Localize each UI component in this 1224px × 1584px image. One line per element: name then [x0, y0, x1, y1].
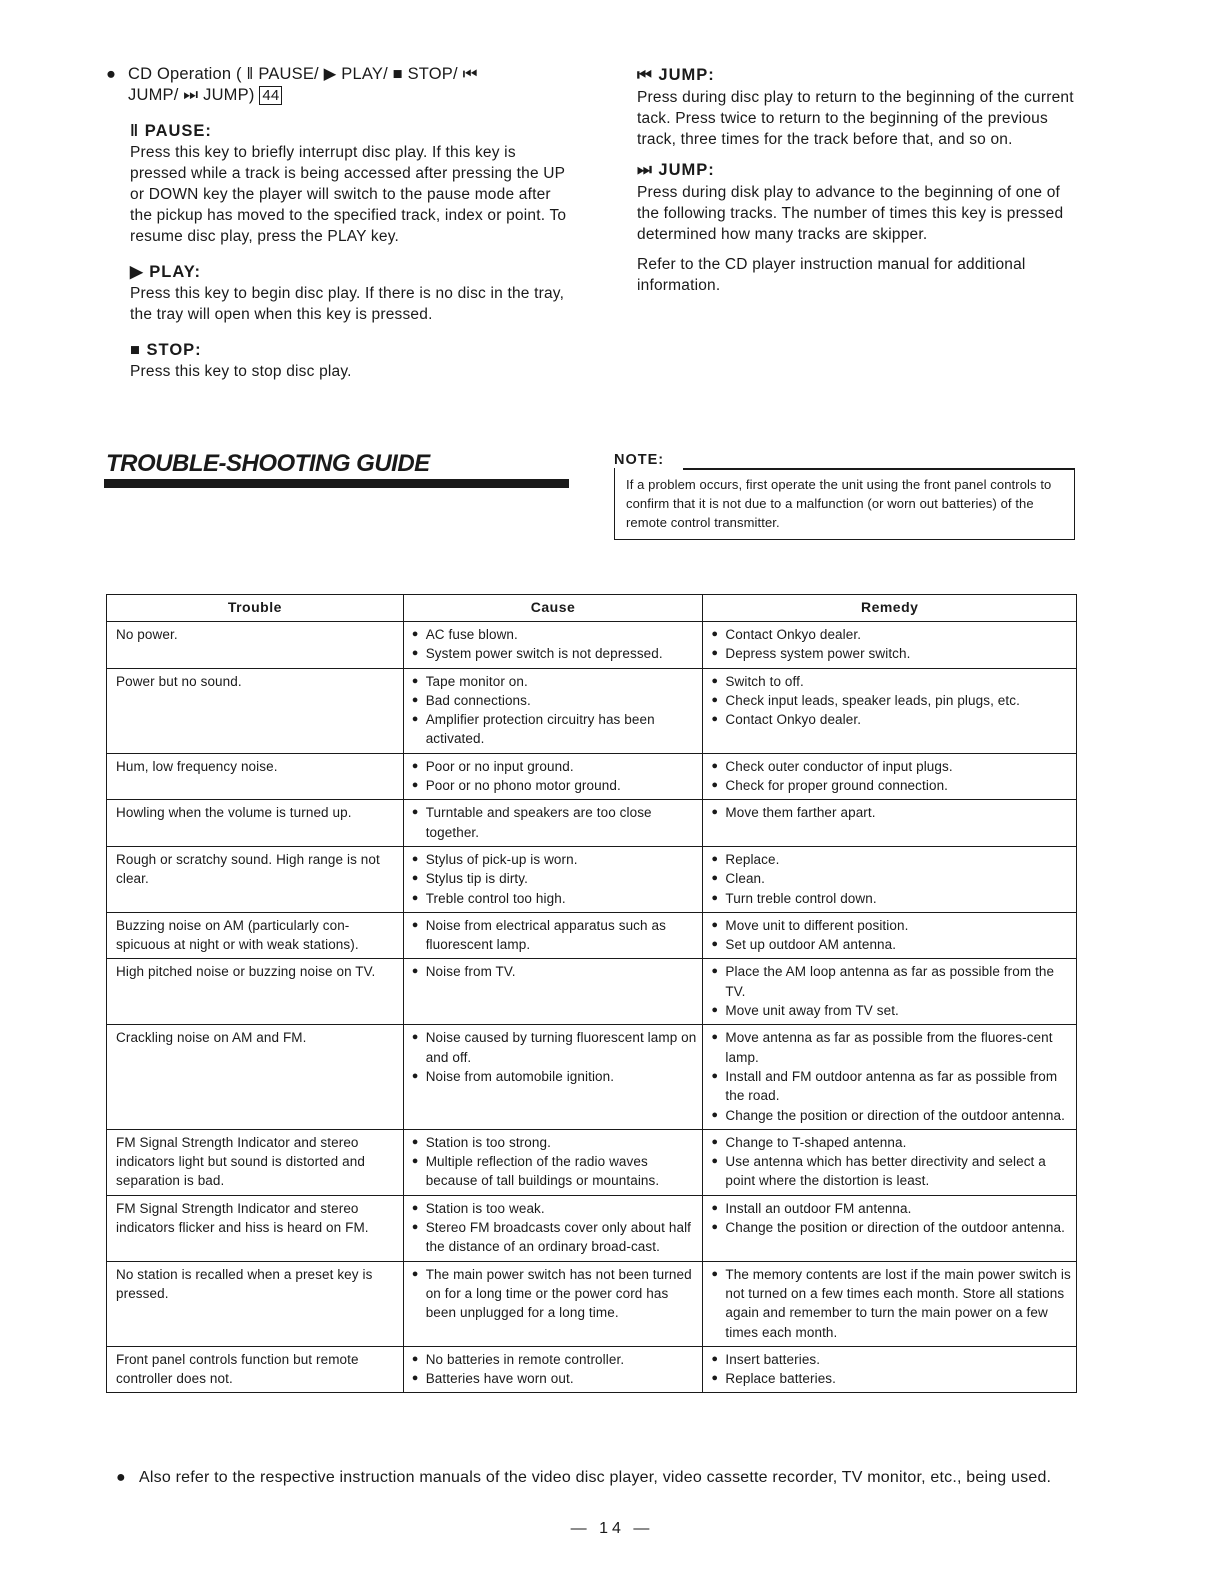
- cause-cell: [403, 668, 703, 753]
- cause-cell: [403, 1129, 703, 1195]
- cause-item: ● Noise from TV.: [412, 962, 699, 981]
- remedy-item: ● Move unit away from TV set.: [711, 1001, 1072, 1020]
- key-section: [106, 339, 576, 382]
- cd-operation-heading: [106, 64, 576, 106]
- cd-operation-line1: CD Operation ( ‖ PAUSE/ ▶ PLAY/ ■ STOP/ ⏮: [128, 65, 478, 83]
- header-cause: Cause: [403, 595, 703, 622]
- trouble-cell: High pitched noise or buzzing noise on TV.: [107, 959, 404, 1025]
- bullet-icon: ●: [116, 1469, 126, 1486]
- remedy-item: ● Install an outdoor FM antenna.: [711, 1199, 1072, 1218]
- table-row: [107, 1129, 1077, 1195]
- key-section-text: Press this key to briefly interrupt disc play. If this key is pressed while a track is being accessed after pressing the UP or DOWN key the player will switch to the pause mode after the pickup has moved to the specified track, index or point. To resume disc play, press the PLAY key.: [130, 144, 567, 245]
- cause-cell: [403, 846, 703, 912]
- cause-cell: [403, 959, 703, 1025]
- table-row: [107, 846, 1077, 912]
- table-row: [107, 753, 1077, 800]
- key-section: [106, 120, 576, 247]
- page-reference-box: 44: [259, 86, 282, 105]
- key-section-title: ■ STOP:: [130, 341, 202, 359]
- table-row: [107, 912, 1077, 959]
- key-section-text: Press this key to stop disc play.: [130, 363, 352, 380]
- cause-item: ● Station is too strong.: [412, 1133, 699, 1152]
- remedy-cell: [703, 1261, 1077, 1346]
- table-row: [107, 1346, 1077, 1393]
- jump-key-sections: [637, 64, 1082, 296]
- cause-item: ● Tape monitor on.: [412, 672, 699, 691]
- troubleshooting-table: [106, 594, 1077, 1393]
- remedy-item: ● Move unit to different position.: [711, 916, 1072, 935]
- cause-cell: [403, 800, 703, 847]
- remedy-item: ● Install and FM outdoor antenna as far as possible from the road.: [711, 1067, 1072, 1106]
- trouble-cell: Power but no sound.: [107, 668, 404, 753]
- footer-text: Also refer to the respective instruction manuals of the video disc player, video cassette recorder, TV monitor, etc., being used.: [139, 1469, 1052, 1486]
- cause-item: ● The main power switch has not been turned on for a long time or the power cord has been unplugged for a long time.: [412, 1265, 699, 1323]
- table-header-row: [107, 595, 1077, 622]
- remedy-cell: [703, 1195, 1077, 1261]
- remedy-item: ● Insert batteries.: [711, 1350, 1072, 1369]
- remedy-cell: [703, 753, 1077, 800]
- remedy-item: ● Place the AM loop antenna as far as possible from the TV.: [711, 962, 1072, 1001]
- key-section-title: ▶ PLAY:: [130, 263, 202, 281]
- jump-column: [637, 64, 1082, 305]
- cause-item: ● Stereo FM broadcasts cover only about half the distance of an ordinary broad-cast.: [412, 1218, 699, 1257]
- remedy-cell: [703, 1025, 1077, 1129]
- remedy-item: ● Change to T-shaped antenna.: [711, 1133, 1072, 1152]
- key-section-text: Press this key to begin disc play. If there is no disc in the tray, the tray will open when this key is pressed.: [130, 285, 565, 323]
- trouble-cell: Howling when the volume is turned up.: [107, 800, 404, 847]
- remedy-item: ● Check outer conductor of input plugs.: [711, 757, 1072, 776]
- jump-section-title: ⏭ JUMP:: [637, 161, 715, 179]
- remedy-cell: [703, 959, 1077, 1025]
- cause-cell: [403, 1261, 703, 1346]
- header-remedy: Remedy: [703, 595, 1077, 622]
- trouble-cell: No power.: [107, 622, 404, 669]
- trouble-cell: Hum, low frequency noise.: [107, 753, 404, 800]
- remedy-item: ● Check input leads, speaker leads, pin plugs, etc.: [711, 691, 1072, 710]
- cause-item: ● No batteries in remote controller.: [412, 1350, 699, 1369]
- note-text: If a problem occurs, first operate the unit using the front panel controls to confirm that it is not due to a malfunction (or worn out batteries) of the remote control transmitter.: [626, 477, 1052, 530]
- cause-item: ● AC fuse blown.: [412, 625, 699, 644]
- trouble-cell: FM Signal Strength Indicator and stereo indicators light but sound is distorted and separation is bad.: [107, 1129, 404, 1195]
- cause-item: ● Noise from electrical apparatus such as fluorescent lamp.: [412, 916, 699, 955]
- remedy-item: ● Depress system power switch.: [711, 644, 1072, 663]
- cause-item: ● Poor or no phono motor ground.: [412, 776, 699, 795]
- cause-item: ● Bad connections.: [412, 691, 699, 710]
- remedy-item: ● Change the position or direction of the outdoor antenna.: [711, 1218, 1072, 1237]
- cd-key-sections: [106, 120, 576, 382]
- bullet-icon: ●: [106, 65, 117, 83]
- remedy-cell: [703, 622, 1077, 669]
- remedy-cell: [703, 846, 1077, 912]
- cause-item: ● Turntable and speakers are too close together.: [412, 803, 699, 842]
- cause-item: ● Station is too weak.: [412, 1199, 699, 1218]
- jump-section-title: ⏮ JUMP:: [637, 66, 715, 84]
- remedy-item: ● Check for proper ground connection.: [711, 776, 1072, 795]
- remedy-item: ● Replace.: [711, 850, 1072, 869]
- jump-section: [637, 254, 1082, 296]
- jump-section: [637, 64, 1082, 150]
- key-section: [106, 261, 576, 325]
- trouble-cell: Rough or scratchy sound. High range is not clear.: [107, 846, 404, 912]
- remedy-item: ● Contact Onkyo dealer.: [711, 710, 1072, 729]
- cause-item: ● Noise caused by turning fluorescent lamp on and off.: [412, 1028, 699, 1067]
- trouble-cell: Front panel controls function but remote controller does not.: [107, 1346, 404, 1393]
- cause-cell: [403, 1346, 703, 1393]
- table-body: [107, 622, 1077, 1393]
- troubleshooting-title: TROUBLE-SHOOTING GUIDE: [106, 450, 430, 477]
- cd-operation-column: [106, 64, 576, 382]
- remedy-item: ● Switch to off.: [711, 672, 1072, 691]
- remedy-item: ● Set up outdoor AM antenna.: [711, 935, 1072, 954]
- cause-item: ● Multiple reflection of the radio waves because of tall buildings or mountains.: [412, 1152, 699, 1191]
- trouble-cell: No station is recalled when a preset key is pressed.: [107, 1261, 404, 1346]
- trouble-cell: Buzzing noise on AM (particularly con-spicuous at night or with weak stations).: [107, 912, 404, 959]
- remedy-item: ● Use antenna which has better directivity and select a point where the distortion is least.: [711, 1152, 1072, 1191]
- remedy-item: ● The memory contents are lost if the main power switch is not turned on a few times each month. Store all stations again and remember to turn the main power on a few times each month.: [711, 1265, 1072, 1342]
- remedy-cell: [703, 1129, 1077, 1195]
- remedy-item: ● Move them farther apart.: [711, 803, 1072, 822]
- table-row: [107, 668, 1077, 753]
- header-trouble: Trouble: [107, 595, 404, 622]
- trouble-cell: FM Signal Strength Indicator and stereo indicators flicker and hiss is heard on FM.: [107, 1195, 404, 1261]
- remedy-item: ● Clean.: [711, 869, 1072, 888]
- remedy-cell: [703, 668, 1077, 753]
- cause-item: ● Stylus tip is dirty.: [412, 869, 699, 888]
- page-number: — 14 —: [570, 1520, 654, 1537]
- cause-item: ● Batteries have worn out.: [412, 1369, 699, 1388]
- remedy-item: ● Turn treble control down.: [711, 889, 1072, 908]
- table-row: [107, 800, 1077, 847]
- title-underline-bar: [104, 479, 569, 488]
- table-row: [107, 1261, 1077, 1346]
- cd-operation-line2-text: JUMP/ ⏭ JUMP): [128, 86, 255, 104]
- jump-section-text: Press during disc play to return to the beginning of the current tack. Press twice to return to the beginning of the previous track, three times for the track before that, and so on.: [637, 89, 1074, 148]
- jump-section: [637, 159, 1082, 245]
- remedy-item: ● Change the position or direction of the outdoor antenna.: [711, 1106, 1072, 1125]
- cause-item: ● Amplifier protection circuitry has been activated.: [412, 710, 699, 749]
- remedy-item: ● Move antenna as far as possible from the fluores-cent lamp.: [711, 1028, 1072, 1067]
- cause-item: ● Stylus of pick-up is worn.: [412, 850, 699, 869]
- table-row: [107, 959, 1077, 1025]
- footer-note: [116, 1467, 1096, 1489]
- cause-cell: [403, 912, 703, 959]
- cause-cell: [403, 622, 703, 669]
- cause-item: ● Treble control too high.: [412, 889, 699, 908]
- jump-section-text: Refer to the CD player instruction manual for additional information.: [637, 256, 1026, 294]
- table-row: [107, 1025, 1077, 1129]
- cd-operation-line2: [128, 85, 576, 106]
- remedy-item: ● Replace batteries.: [711, 1369, 1072, 1388]
- remedy-item: ● Contact Onkyo dealer.: [711, 625, 1072, 644]
- note-box: [614, 468, 1075, 540]
- note-label: NOTE:: [614, 452, 665, 468]
- cause-item: ● System power switch is not depressed.: [412, 644, 699, 663]
- jump-section-text: Press during disk play to advance to the beginning of one of the following tracks. The number of times this key is pressed determined how many tracks are skipper.: [637, 184, 1064, 243]
- remedy-cell: [703, 800, 1077, 847]
- cause-cell: [403, 753, 703, 800]
- cause-cell: [403, 1025, 703, 1129]
- remedy-cell: [703, 1346, 1077, 1393]
- table-row: [107, 1195, 1077, 1261]
- key-section-title: ‖ PAUSE:: [130, 122, 212, 140]
- cause-cell: [403, 1195, 703, 1261]
- cause-item: ● Poor or no input ground.: [412, 757, 699, 776]
- remedy-cell: [703, 912, 1077, 959]
- trouble-cell: Crackling noise on AM and FM.: [107, 1025, 404, 1129]
- table-row: [107, 622, 1077, 669]
- cause-item: ● Noise from automobile ignition.: [412, 1067, 699, 1086]
